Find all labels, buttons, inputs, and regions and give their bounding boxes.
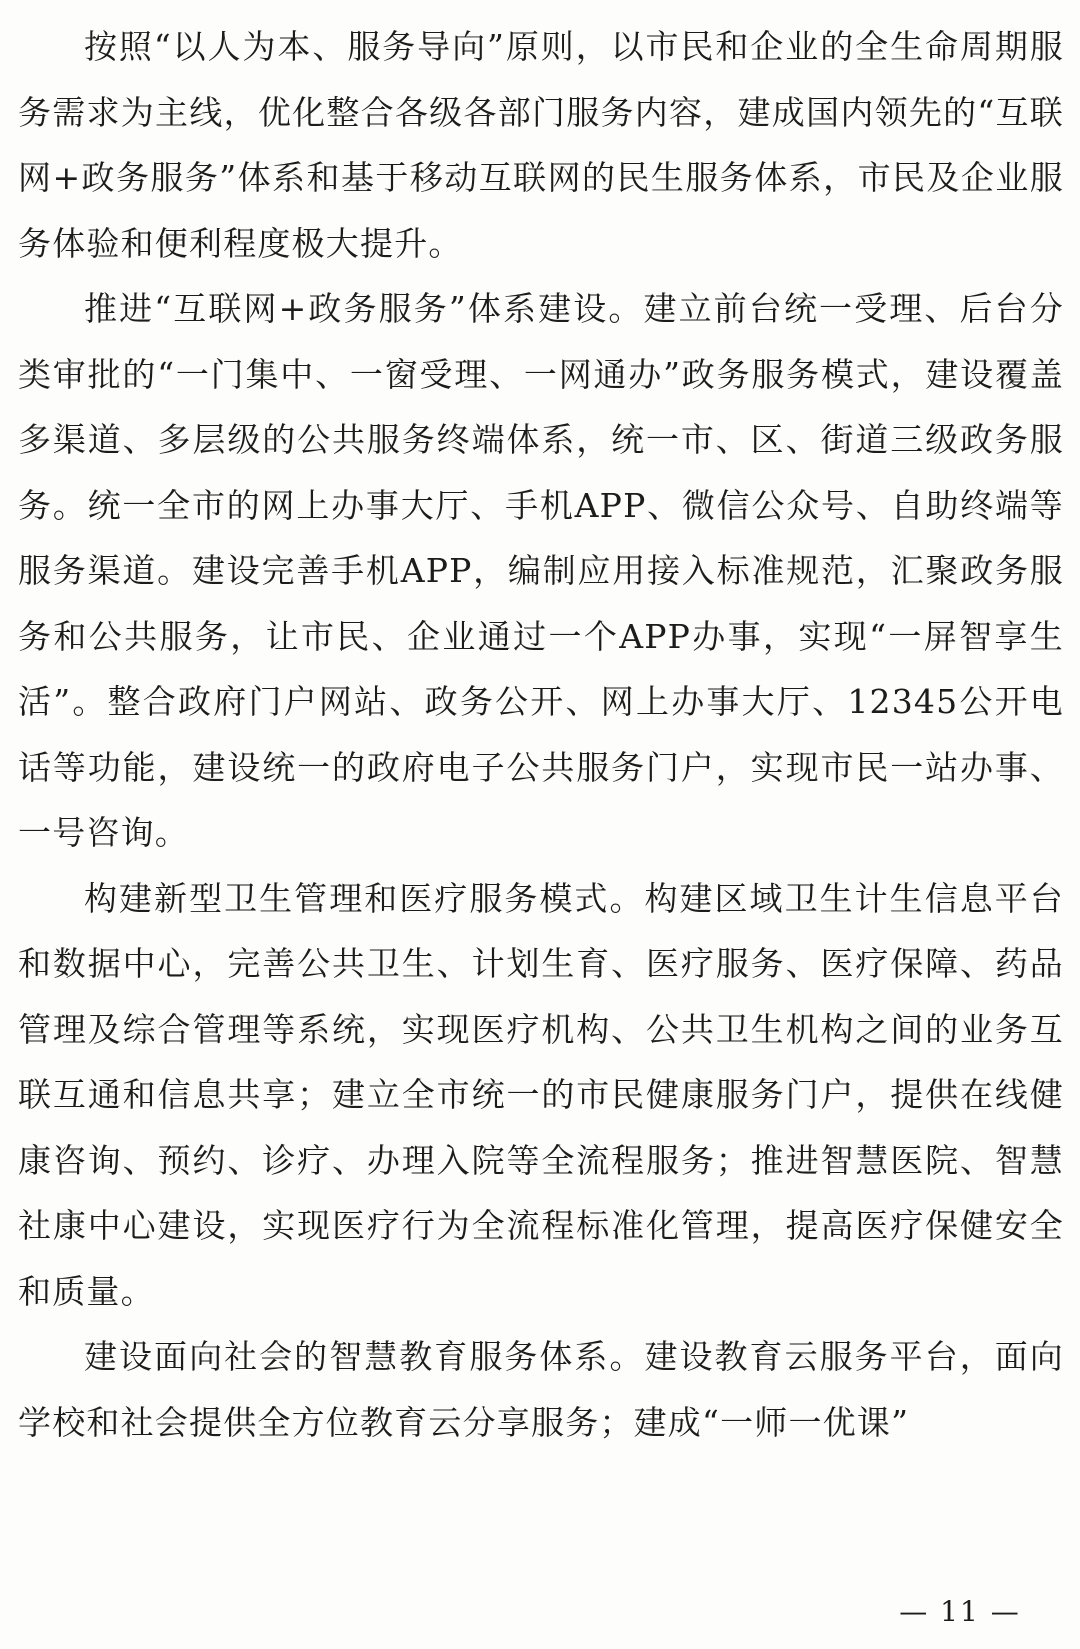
paragraph-smart-education: 建设面向社会的智慧教育服务体系。建设教育云服务平台，面向学校和社会提供全方位教育云分享服务；建成“一师一优课”	[18, 1337, 1064, 1442]
paragraph-principle: 按照“以人为本、服务导向”原则，以市民和企业的全生命周期服务需求为主线，优化整合各级各部门服务内容，建成国内领先的“互联网+政务服务”体系和基于移动互联网的民生服务体系，市民及企业服务体验和便利程度极大提升。	[18, 27, 1064, 263]
document-body	[18, 14, 1064, 1455]
paragraph-internet-government-services: 推进“互联网+政务服务”体系建设。建立前台统一受理、后台分类审批的“一门集中、一窗受理、一网通办”政务服务模式，建设覆盖多渠道、多层级的公共服务终端体系，统一市、区、街道三级政务服务。统一全市的网上办事大厅、手机APP、微信公众号、自助终端等服务渠道。建设完善手机APP，编制应用接入标准规范，汇聚政务服务和公共服务，让市民、企业通过一个APP办事，实现“一屏智享生活”。整合政府门户网站、政务公开、网上办事大厅、12345公开电话等功能，建设统一的政府电子公共服务门户，实现市民一站办事、一号咨询。	[18, 289, 1064, 852]
page-number: — 11 —	[899, 1595, 1021, 1628]
paragraph-health-medical-services: 构建新型卫生管理和医疗服务模式。构建区域卫生计生信息平台和数据中心，完善公共卫生、计划生育、医疗服务、医疗保障、药品管理及综合管理等系统，实现医疗机构、公共卫生机构之间的业务互联互通和信息共享；建立全市统一的市民健康服务门户，提供在线健康咨询、预约、诊疗、办理入院等全流程服务；推进智慧医院、智慧社康中心建设，实现医疗行为全流程标准化管理，提高医疗保健安全和质量。	[18, 878, 1064, 1311]
